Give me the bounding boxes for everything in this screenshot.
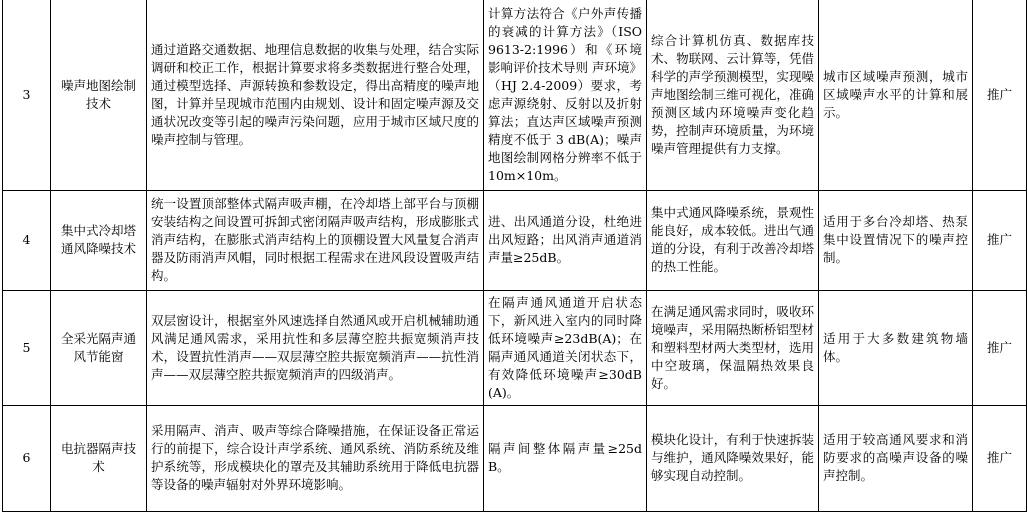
tech-indicators: 进、出风通道分设，杜绝进出风短路；出风消声通道消声量≥25dB。 — [484, 190, 647, 290]
tech-indicators: 计算方法符合《户外声传播的衰减的计算方法》（ISO 9613-2:1996）和《环境影响评价技术导则 声环境》（HJ 2.4-2009）要求，考虑声源绕射、反射以及折射算法；直达声区域噪声预测精度不低于 3 dB(A)；噪声地图绘制网格分辨率不低于 10m×10m。 — [484, 0, 647, 190]
row-number: 4 — [3, 190, 51, 290]
table-row — [3, 405, 1027, 511]
tech-scope: 城市区域噪声预测，城市区域噪声水平的计算和展示。 — [819, 0, 973, 190]
tech-scope: 适用于多台冷却塔、热泵集中设置情况下的噪声控制。 — [819, 190, 973, 290]
tech-name: 噪声地图绘制技术 — [51, 0, 147, 190]
tech-features: 集中式通风降噪系统，景观性能良好，成本较低。进出气通道的分设，有利于改善冷却塔的热工性能。 — [647, 190, 819, 290]
row-number: 6 — [3, 405, 51, 511]
promotion-level: 推广 — [973, 190, 1027, 290]
tech-features: 模块化设计，有利于快速拆装与维护，通风降噪效果好，能够实现自动控制。 — [647, 405, 819, 511]
tech-name: 全采光隔声通风节能窗 — [51, 290, 147, 405]
promotion-level: 推广 — [973, 290, 1027, 405]
tech-content: 统一设置顶部整体式隔声吸声棚，在冷却塔上部平台与顶棚安装结构之间设置可拆卸式密闭隔声吸声结构，形成膨胀式消声结构，在膨胀式消声结构上的顶棚设置大风量复合消声器及防雨消声风帽，同时根据工程需求在进风段设置吸声结构。 — [147, 190, 484, 290]
table-row — [3, 290, 1027, 405]
row-number: 5 — [3, 290, 51, 405]
promotion-level: 推广 — [973, 0, 1027, 190]
tech-content: 采用隔声、消声、吸声等综合降噪措施，在保证设备正常运行的前提下，综合设计声学系统、通风系统、消防系统及维护系统等，形成模块化的罩壳及其辅助系统用于降低电抗器等设备的噪声辐射对外界环境影响。 — [147, 405, 484, 511]
tech-name: 电抗器隔声技术 — [51, 405, 147, 511]
tech-indicators: 在隔声通风通道开启状态下，新风进入室内的同时降低环境噪声≥23dB(A)；在隔声通风通道关闭状态下，有效降低环境噪声≥30dB(A)。 — [484, 290, 647, 405]
tech-content: 通过道路交通数据、地理信息数据的收集与处理，结合实际调研和校正工作，根据计算要求将多类数据进行整合处理，通过模型选择、声源转换和参数设定，得出高精度的噪声地图，计算并呈现城市范围内由规划、设计和固定噪声源及交通状况改变等引起的噪声污染问题，应用于城市区域尺度的噪声控制与管理。 — [147, 0, 484, 190]
promotion-level: 推广 — [973, 405, 1027, 511]
tech-features: 综合计算机仿真、数据库技术、物联网、云计算等，凭借科学的声学预测模型，实现噪声地图绘制三维可视化，准确预测区域内环境噪声变化趋势，控制声环境质量，为环境噪声管理提供有力支撑。 — [647, 0, 819, 190]
tech-indicators: 隔声间整体隔声量≥25dB。 — [484, 405, 647, 511]
table-row — [3, 0, 1027, 190]
tech-features: 在满足通风需求同时，吸收环境噪声，采用隔热断桥铝型材和塑料型材两大类型材，选用中空玻璃，保温隔热效果良好。 — [647, 290, 819, 405]
tech-scope: 适用于较高通风要求和消防要求的高噪声设备的噪声控制。 — [819, 405, 973, 511]
row-number: 3 — [3, 0, 51, 190]
technology-table — [2, 0, 1027, 512]
table-row — [3, 190, 1027, 290]
tech-scope: 适用于大多数建筑物墙体。 — [819, 290, 973, 405]
tech-name: 集中式冷却塔通风降噪技术 — [51, 190, 147, 290]
tech-content: 双层窗设计，根据室外风速选择自然通风或开启机械辅助通风满足通风需求，采用抗性和多层薄空腔共振宽频消声技术，设置抗性消声——双层薄空腔共振宽频消声——抗性消声——双层薄空腔共振宽频消声的四级消声。 — [147, 290, 484, 405]
